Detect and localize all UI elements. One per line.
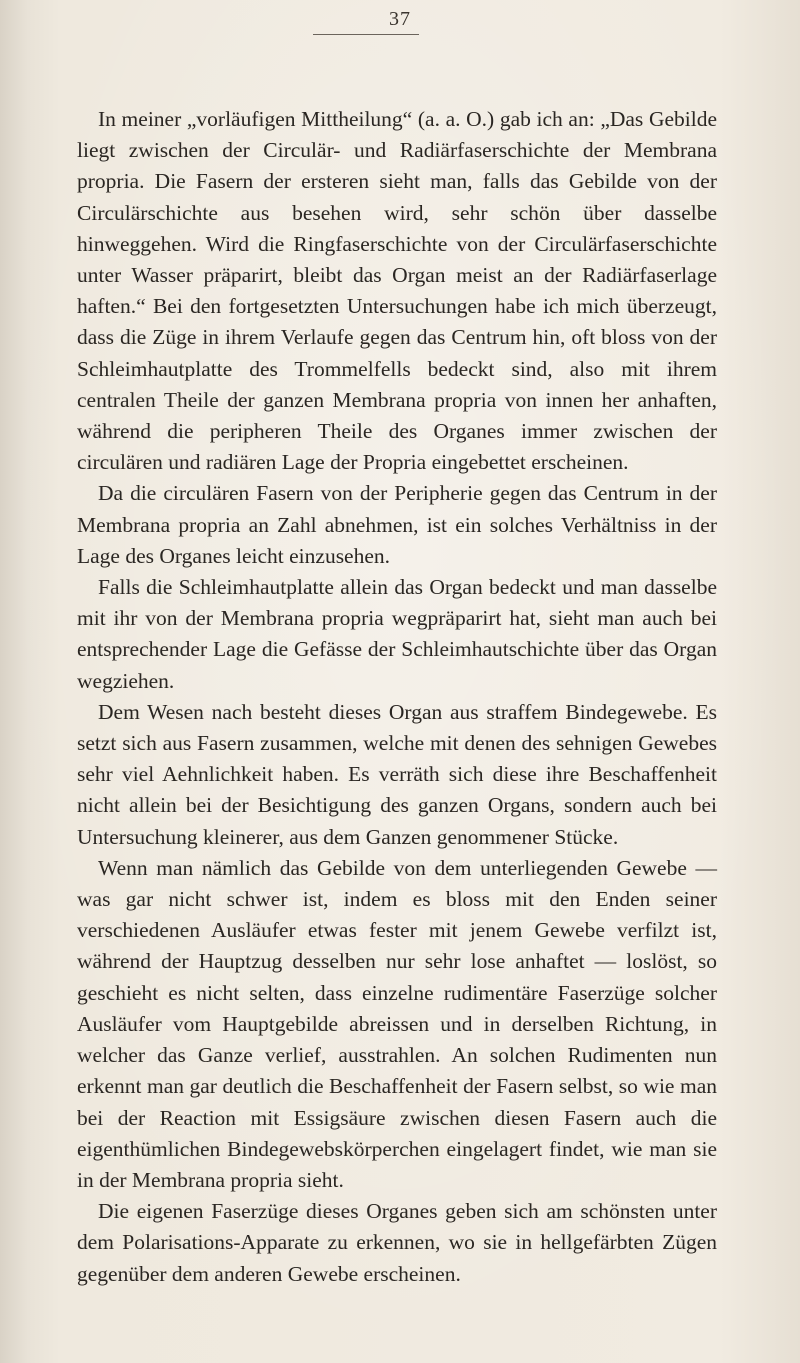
paragraph-6: Die eigenen Faserzüge dieses Organes geben sich am schönsten unter dem Polarisations-Apparate zu erkennen, wo sie in hellgefärbten Zügen gegenüber dem anderen Gewebe erscheinen.	[77, 1199, 717, 1286]
page-number: 37	[389, 8, 411, 30]
page-number-rule	[313, 34, 419, 35]
paragraph-4: Dem Wesen nach besteht dieses Organ aus straffem Bindegewebe. Es setzt sich aus Fasern zusammen, welche mit denen des sehnigen Gewebes sehr viel Aehnlichkeit haben. Es verräth sich diese ihre Beschaffenheit nicht allein bei der Besichtigung des ganzen Organs, sondern auch bei Untersuchung kleinerer, aus dem Ganzen genommener Stücke.	[77, 699, 717, 849]
paragraph-2: Da die circulären Fasern von der Peripherie gegen das Centrum in der Membrana propria an Zahl abnehmen, ist ein solches Verhältniss in der Lage des Organes leicht einzusehen.	[77, 481, 717, 568]
paragraph-3: Falls die Schleimhautplatte allein das Organ bedeckt und man dasselbe mit ihr von der Membrana propria wegpräparirt hat, sieht man auch bei entsprechender Lage die Gefässe der Schleimhautschichte über das Organ wegziehen.	[77, 575, 717, 693]
paragraph-1: In meiner „vorläufigen Mittheilung“ (a. a. O.) gab ich an: „Das Gebilde liegt zwischen der Circulär- und Radiärfaserschichte der Membrana propria. Die Fasern der ersteren sieht man, falls das Gebilde von der Circulärschichte aus besehen wird, sehr schön über dasselbe hinweggehen. Wird die Ringfaserschichte von der Circulärfaserschichte unter Wasser präparirt, bleibt das Organ meist an der Radiärfaserlage haften.“ Bei den fortgesetzten Untersuchungen habe ich mich überzeugt, dass die Züge in ihrem Verlaufe gegen das Centrum hin, oft bloss von der Schleimhautplatte des Trommelfells bedeckt sind, also mit ihrem centralen Theile der ganzen Membrana propria von innen her anhaften, während die peripheren Theile des Organes immer zwischen der circulären und radiären Lage der Propria eingebettet erscheinen.	[77, 107, 717, 475]
body-text	[77, 104, 717, 1290]
paragraph-5: Wenn man nämlich das Gebilde von dem unterliegenden Gewebe — was gar nicht schwer ist, indem es bloss mit den Enden seiner verschiedenen Ausläufer etwas fester mit jenem Gewebe verfilzt ist, während der Hauptzug desselben nur sehr lose anhaftet — loslöst, so geschieht es nicht selten, dass einzelne rudimentäre Faserzüge solcher Ausläufer vom Hauptgebilde abreissen und in derselben Richtung, in welcher das Ganze verlief, ausstrahlen. An solchen Rudimenten nun erkennt man gar deutlich die Beschaffenheit der Fasern selbst, so wie man bei der Reaction mit Essigsäure zwischen diesen Fasern auch die eigenthümlichen Bindegewebskörperchen eingelagert findet, wie man sie in der Membrana propria sieht.	[77, 855, 717, 1192]
